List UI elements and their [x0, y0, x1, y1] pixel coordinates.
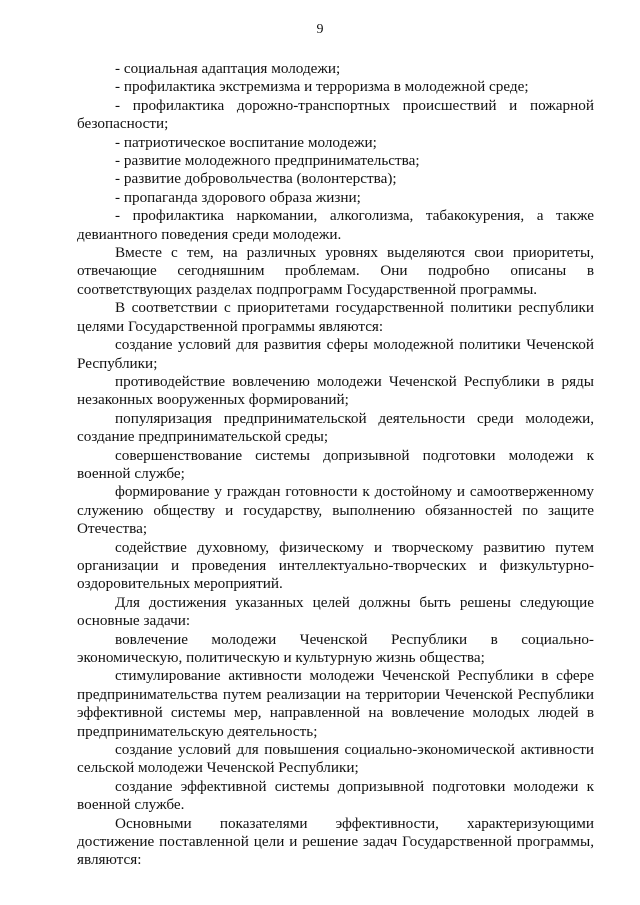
list-item: - патриотическое воспитание молодежи;	[115, 133, 377, 151]
list-item: - социальная адаптация молодежи;	[115, 60, 341, 77]
list-item: - развитие добровольчества (волонтерства);	[115, 170, 397, 188]
list-item: - развитие молодежного предпринимательства;	[115, 152, 420, 170]
document-body	[77, 60, 594, 870]
task-item: создание условий для повышения социально-экономической активности сельской молодежи Чеченской Республики;	[77, 741, 594, 777]
goal-item: формирование у граждан готовности к достойному и самоотверженному служению обществу и государству, выполнению обязанностей по защите Отечества;	[77, 483, 594, 538]
task-item: создание эффективной системы допризывной подготовки молодежи к военной службе.	[77, 777, 594, 814]
goal-item: содействие духовному, физическому и творческому развитию путем организации и проведения интеллектуально-творческих и физкультурно-оздоровительных мероприятий.	[77, 538, 594, 593]
task-item: вовлечение молодежи Чеченской Республики в социально-экономическую, политическую и культурную жизнь общества;	[77, 630, 594, 666]
paragraph-priorities: Вместе с тем, на различных уровнях выделяются свои приоритеты, отвечающие сегодняшним проблемам. Они подробно описаны в соответствующих разделах подпрограмм Государственной программы.	[77, 244, 594, 298]
goal-item: создание условий для развития сферы молодежной политики Чеченской Республики;	[77, 336, 594, 372]
list-item: - профилактика экстремизма и терроризма в молодежной среде;	[115, 78, 529, 96]
goal-item: совершенствование системы допризывной подготовки молодежи к военной службе;	[77, 446, 594, 482]
paragraph-tasks-intro: Для достижения указанных целей должны быть решены следующие основные задачи:	[77, 593, 594, 630]
paragraph-goals-intro: В соответствии с приоритетами государственной политики республики целями Государственной программы являются:	[77, 299, 594, 335]
page-number: 9	[316, 22, 324, 37]
list-item: - профилактика дорожно-транспортных происшествий и пожарной безопасности;	[77, 96, 594, 133]
goal-item: популяризация предпринимательской деятельности среди молодежи, создание предпринимательской среды;	[77, 409, 594, 446]
paragraph-indicators-intro: Основными показателями эффективности, характеризующими достижение поставленной цели и решение задач Государственной программы, являются:	[77, 814, 594, 869]
list-item: - профилактика наркомании, алкоголизма, табакокурения, а также девиантного поведения среди молодежи.	[77, 207, 594, 243]
priority-list	[77, 60, 594, 244]
task-item: стимулирование активности молодежи Чеченской Республики в сфере предпринимательства путем реализации на территории Чеченской Республики эффективной системы мер, направленной на вовлечение молодых людей в предпринимательскую деятельность;	[77, 667, 594, 740]
goal-item: противодействие вовлечению молодежи Чеченской Республики в ряды незаконных вооруженных формирований;	[77, 372, 594, 409]
list-item: - пропаганда здорового образа жизни;	[115, 188, 361, 206]
